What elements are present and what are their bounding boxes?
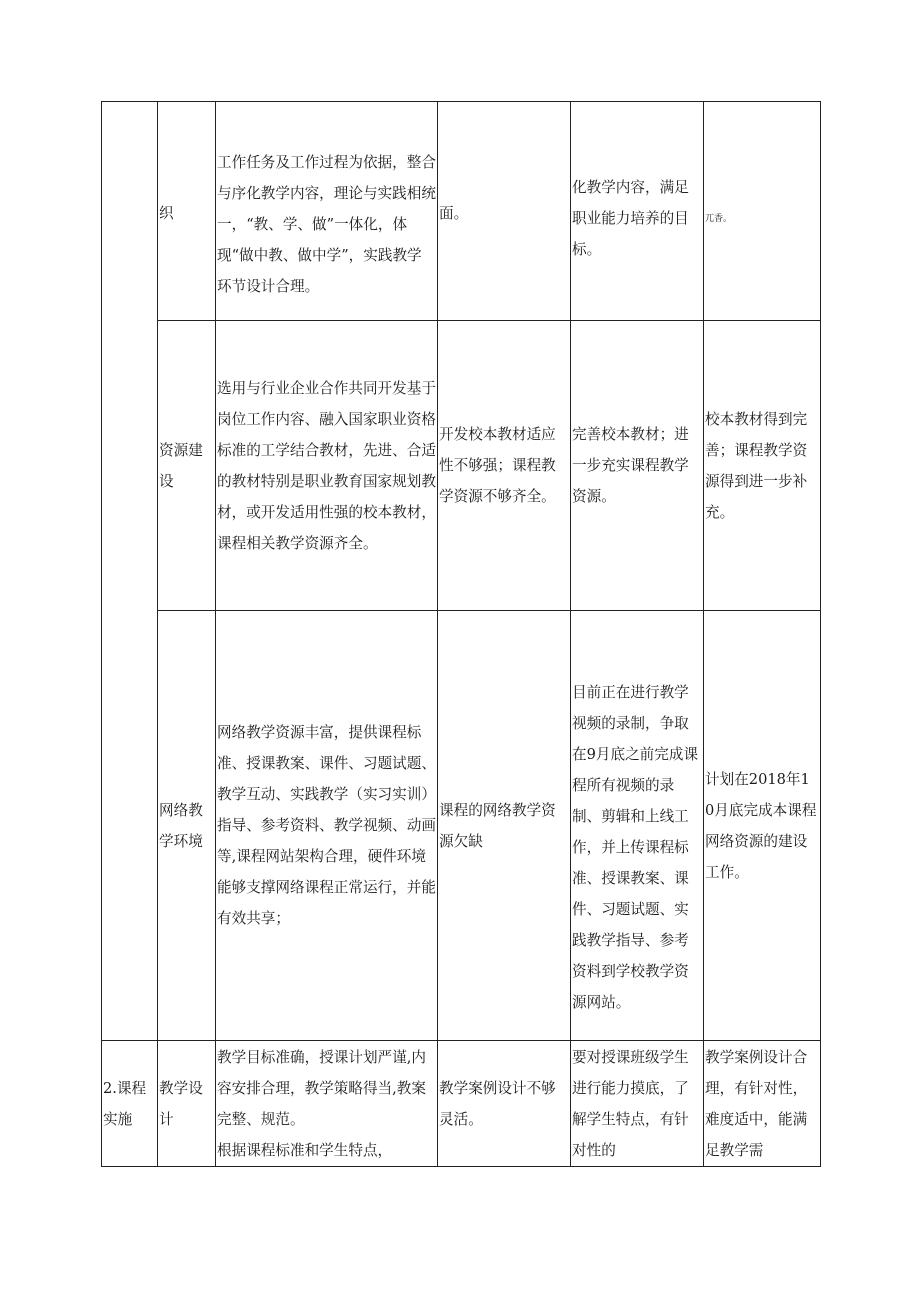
table-row — [102, 321, 821, 611]
item-cell: 网络教学环境 — [158, 611, 216, 1041]
standard-cell: 教学目标准确，授课计划严谨,内容安排合理，教学策略得当,教案完整、规范。 根据课程标准和学生特点， — [216, 1041, 438, 1167]
table-row — [102, 611, 821, 1041]
goal-cell: 兀香。 — [704, 102, 821, 321]
item-cell: 资源建设 — [158, 321, 216, 611]
standard-cell: 工作任务及工作过程为依据，整合与序化教学内容，理论与实践相统一，“教、学、做”一体化，体现“做中教、做中学”，实践教学环节设计合理。 — [216, 102, 438, 321]
problem-cell: 开发校本教材适应性不够强；课程教学资源不够齐全。 — [438, 321, 571, 611]
table-row — [102, 102, 821, 321]
item-cell: 教学设计 — [158, 1041, 216, 1167]
item-cell: 织 — [158, 102, 216, 321]
section-cell — [102, 102, 158, 1041]
problem-cell: 面。 — [438, 102, 571, 321]
measure-cell: 目前正在进行教学视频的录制，争取在9月底之前完成课程所有视频的录制、剪辑和上线工作，并上传课程标准、授课教案、课件、习题试题、实践教学指导、参考资料到学校教学资源网站。 — [571, 611, 704, 1041]
goal-cell: 计划在2018年10月底完成本课程网络资源的建设工作。 — [704, 611, 821, 1041]
measure-cell: 完善校本教材；进一步充实课程教学资源。 — [571, 321, 704, 611]
standard-cell: 选用与行业企业合作共同开发基于岗位工作内容、融入国家职业资格标准的工学结合教材，先进、合适的教材特别是职业教育国家规划教材，或开发适用性强的校本教材，课程相关教学资源齐全。 — [216, 321, 438, 611]
standard-cell: 网络教学资源丰富，提供课程标准、授课教案、课件、习题试题、教学互动、实践教学（实习实训）指导、参考资料、教学视频、动画等,课程网站架构合理，硬件环境能够支撑网络课程正常运行，并能有效共享； — [216, 611, 438, 1041]
goal-cell: 教学案例设计合理，有针对性，难度适中，能满足教学需 — [704, 1041, 821, 1167]
section-cell: 2.课程实施 — [102, 1041, 158, 1167]
problem-cell: 教学案例设计不够灵活。 — [438, 1041, 571, 1167]
measure-cell: 要对授课班级学生进行能力摸底，了解学生特点，有针对性的 — [571, 1041, 704, 1167]
table-row — [102, 1041, 821, 1167]
goal-cell: 校本教材得到完善；课程教学资源得到进一步补充。 — [704, 321, 821, 611]
measure-cell: 化教学内容，满足职业能力培养的目标。 — [571, 102, 704, 321]
problem-cell: 课程的网络教学资源欠缺 — [438, 611, 571, 1041]
evaluation-table — [101, 101, 821, 1167]
